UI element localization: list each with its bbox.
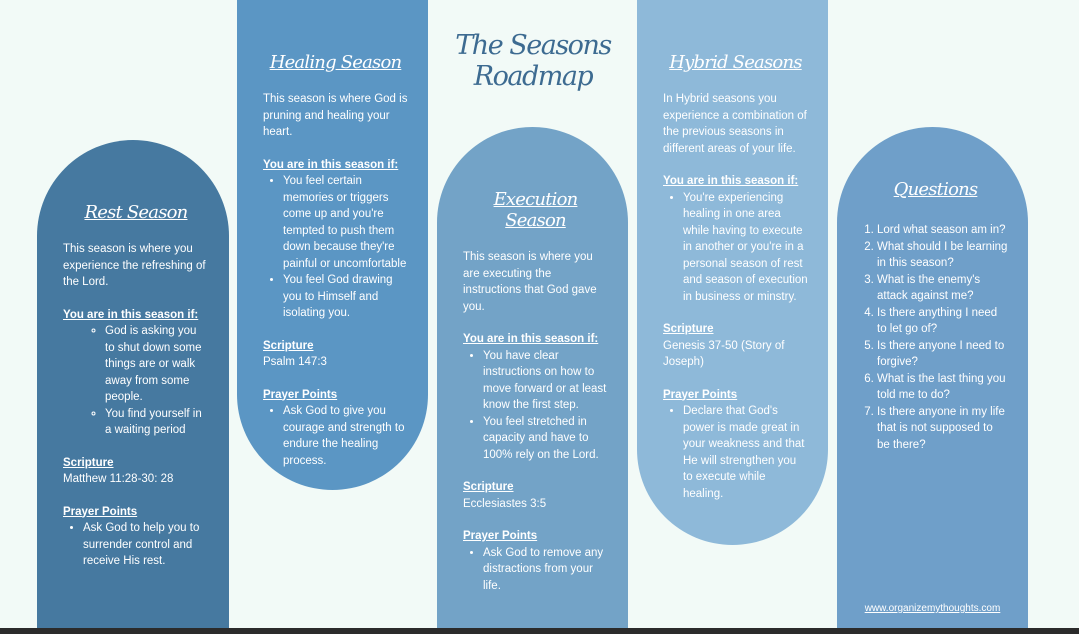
questions-title: Questions bbox=[893, 179, 978, 200]
healing-season-card bbox=[237, 0, 428, 490]
hybrid-if-list bbox=[663, 190, 808, 306]
hybrid-scripture-heading: Scripture bbox=[663, 323, 714, 335]
list-item: 3. What is the enemy's attack against me? bbox=[877, 272, 1008, 305]
hybrid-season-title: Hybrid Seasons bbox=[669, 52, 802, 73]
execution-season-intro: This season is where you are executing the instructions that God gave you. bbox=[463, 251, 597, 313]
list-item: 7. Is there anyone in my life that is not supposed to be there? bbox=[877, 404, 1008, 454]
page-title-line1: The Seasons bbox=[455, 30, 611, 61]
list-item: ◦ God is asking you to shut down some things are or walk away from some people. bbox=[105, 323, 209, 406]
list-item: • You feel God drawing you to Himself and isolating you. bbox=[283, 272, 408, 322]
hybrid-prayer-heading: Prayer Points bbox=[663, 388, 738, 401]
healing-scripture-heading: Scripture bbox=[263, 339, 314, 352]
list-item: • Ask God to remove any distractions from your life. bbox=[483, 545, 608, 595]
rest-scripture: Matthew 11:28-30: 28 bbox=[63, 473, 174, 485]
execution-prayer-list bbox=[463, 545, 608, 595]
page-title-line2: Roadmap bbox=[473, 61, 593, 92]
execution-season-title: Execution Season bbox=[493, 189, 578, 231]
list-item: 1. Lord what season am in? bbox=[877, 222, 1008, 239]
healing-if-list bbox=[263, 173, 408, 322]
execution-season-card bbox=[437, 127, 628, 634]
list-item: • Ask God to help you to surrender control and receive His rest. bbox=[83, 520, 209, 570]
rest-if-heading: You are in this season if: bbox=[63, 308, 199, 321]
rest-season-intro: This season is where you experience the refreshing of the Lord. bbox=[63, 243, 206, 288]
hybrid-season-intro: In Hybrid seasons you experience a combination of the previous seasons in different areas of your life. bbox=[663, 93, 807, 155]
list-item: 5. Is there anyone I need to forgive? bbox=[877, 338, 1008, 371]
execution-scripture: Ecclesiastes 3:5 bbox=[463, 497, 547, 510]
execution-if-heading: You are in this season if: bbox=[463, 333, 599, 345]
rest-season-title: Rest Season bbox=[84, 202, 188, 223]
list-item: • You're experiencing healing in one area while having to execute in another or you're in a personal season of rest and season of execution in business or minstry. bbox=[683, 190, 808, 306]
page-title bbox=[432, 30, 634, 92]
hybrid-scripture: Genesis 37-50 (Story of Joseph) bbox=[663, 339, 785, 368]
rest-if-list bbox=[63, 323, 209, 439]
healing-prayer-heading: Prayer Points bbox=[263, 388, 338, 401]
execution-if-list bbox=[463, 348, 608, 464]
execution-prayer-heading: Prayer Points bbox=[463, 530, 538, 542]
healing-prayer-list bbox=[263, 403, 408, 469]
healing-if-heading: You are in this season if: bbox=[263, 158, 399, 171]
questions-card bbox=[837, 127, 1028, 634]
healing-scripture: Psalm 147:3 bbox=[263, 356, 327, 368]
rest-scripture-heading: Scripture bbox=[63, 456, 114, 469]
list-item: 6. What is the last thing you told me to do? bbox=[877, 371, 1008, 404]
hybrid-prayer-list bbox=[663, 403, 808, 502]
bottom-bar bbox=[0, 628, 1079, 634]
list-item: • You have clear instructions on how to move forward or at least know the first step. bbox=[483, 348, 608, 414]
execution-scripture-heading: Scripture bbox=[463, 481, 514, 493]
hybrid-if-heading: You are in this season if: bbox=[663, 175, 799, 187]
questions-list bbox=[863, 222, 1008, 453]
rest-prayer-heading: Prayer Points bbox=[63, 505, 138, 518]
list-item: ◦ You find yourself in a waiting period bbox=[105, 406, 209, 439]
list-item: • Ask God to give you courage and strength to endure the healing process. bbox=[283, 403, 408, 469]
list-item: • Declare that God's power is made great in your weakness and that He will strengthen you to execute while healing. bbox=[683, 403, 808, 502]
list-item: 2. What should I be learning in this season? bbox=[877, 239, 1008, 272]
hybrid-season-card bbox=[637, 0, 828, 545]
rest-prayer-list bbox=[63, 520, 209, 570]
list-item: • You feel certain memories or triggers come up and you're tempted to push them down because they're painful or uncomfortable bbox=[283, 173, 408, 272]
healing-season-title: Healing Season bbox=[269, 52, 402, 73]
website-link[interactable]: www.organizemythoughts.com bbox=[864, 603, 1001, 614]
rest-season-card bbox=[37, 140, 229, 634]
list-item: • You feel stretched in capacity and have to 100% rely on the Lord. bbox=[483, 414, 608, 464]
healing-season-intro: This season is where God is pruning and healing your heart. bbox=[263, 93, 408, 138]
list-item: 4. Is there anything I need to let go of? bbox=[877, 305, 1008, 338]
